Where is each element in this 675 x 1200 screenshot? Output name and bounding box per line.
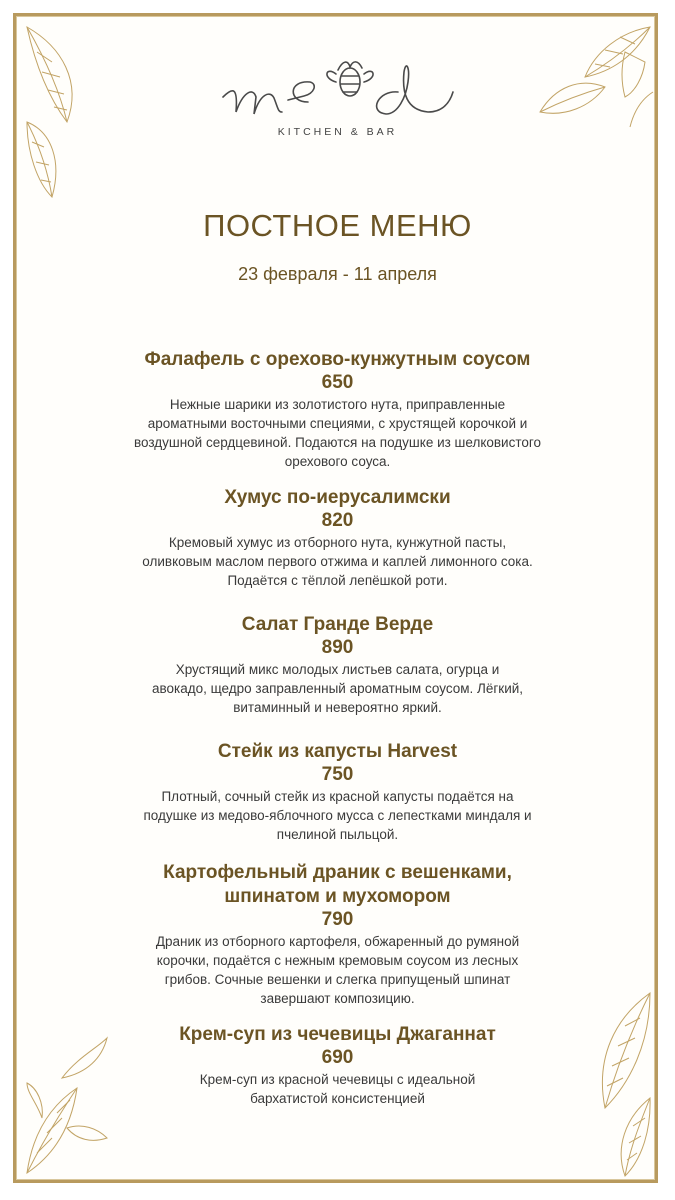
menu-title: ПОСТНОЕ МЕНЮ [203, 208, 472, 243]
dish-description: Нежные шарики из золотистого нута, приправленные ароматными восточными специями, с хрустящей корочкой и воздушной сердцевиной. Подаются на подушке из шелковистого орехового соуса. [133, 397, 542, 469]
dish-price: 750 [321, 764, 354, 785]
dish-description: Крем-суп из красной чечевицы с идеальной бархатистой консистенцией [199, 1072, 476, 1106]
dish-price: 890 [321, 637, 354, 658]
dish-name: Стейк из капусты Harvest [217, 741, 458, 762]
restaurant-logo [0, 52, 675, 138]
dish-name: Картофельный драник с вешенками, шпинатом и мухомором [163, 862, 512, 907]
dish-item [90, 740, 585, 844]
dish-item [90, 1023, 585, 1108]
dish-item [90, 486, 585, 590]
dish-item [90, 348, 585, 471]
dish-description: Драник из отборного картофеля, обжаренный до румяной корочки, подаётся с нежным кремовым соусом из лесных грибов. Сочные вешенки и слегка припущеный шпинат завершают композицию. [155, 934, 520, 1006]
dish-item [90, 613, 585, 717]
dish-price: 690 [321, 1047, 354, 1068]
dish-price: 790 [321, 909, 354, 930]
dish-name: Фалафель с орехово-кунжутным соусом [144, 349, 531, 370]
dish-price: 820 [321, 510, 354, 531]
dish-name: Салат Гранде Верде [241, 614, 434, 635]
dish-item [90, 861, 585, 1008]
dish-name: Крем-суп из чечевицы Джаганнат [179, 1024, 496, 1045]
dish-description: Плотный, сочный стейк из красной капусты подаётся на подушке из медово-яблочного мусса с лепестками миндаля и пчелиной пыльцой. [143, 789, 532, 842]
logo-wordmark-icon [218, 52, 458, 124]
dish-description: Кремовый хумус из отборного нута, кунжутной пасты, оливковым маслом первого отжима и каплей лимонного сока. Подаётся с тёплой лепёшкой роти. [142, 535, 533, 588]
dish-description: Хрустящий микс молодых листьев салата, огурца и авокадо, щедро заправленный ароматным соусом. Лёгкий, витаминный и невероятно яркий. [151, 662, 524, 715]
dish-name: Хумус по-иерусалимски [224, 487, 451, 508]
logo-subtitle: KITCHEN & BAR [277, 126, 398, 138]
dish-price: 650 [321, 372, 354, 393]
menu-dates: 23 февраля - 11 апреля [238, 264, 437, 284]
